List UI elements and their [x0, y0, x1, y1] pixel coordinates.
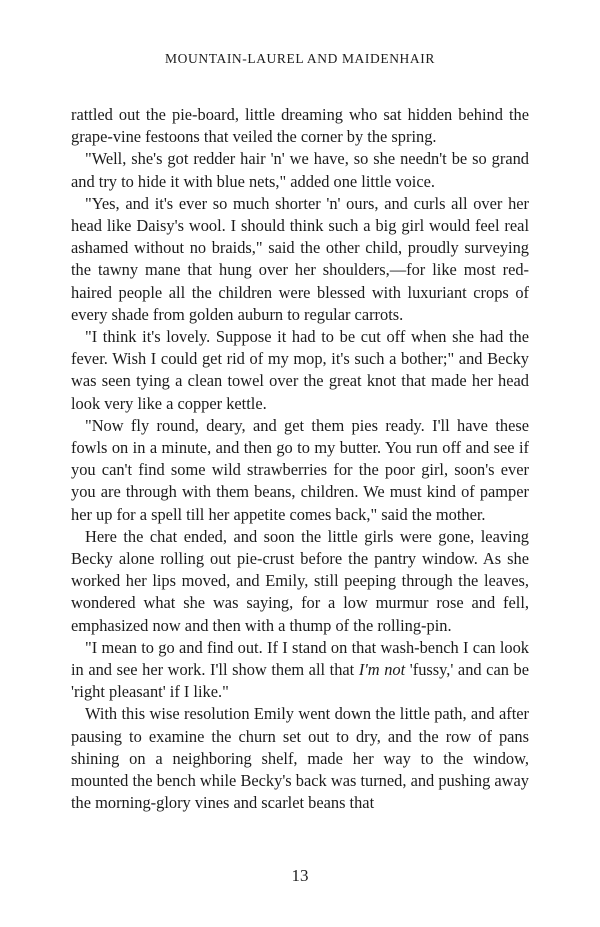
running-head: MOUNTAIN-LAUREL AND MAIDENHAIR: [165, 51, 435, 66]
paragraph: With this wise resolution Emily went down the little path, and after pausing to examine the churn set out to dry, and the row of pans shining on a neighboring shelf, made her way to the window, mounted the bench while Becky's back was turned, and pushing away the morning-glory vines and scarlet beans that: [71, 704, 529, 813]
paragraph: "Well, she's got redder hair 'n' we have, so she needn't be so grand and try to hide it with blue nets," added one little voice.: [71, 149, 529, 191]
emphasis: not: [384, 660, 406, 680]
emphasis: I'm: [358, 660, 380, 680]
page-number: 13: [291, 866, 309, 885]
body-text: [71, 104, 529, 815]
paragraph: "Now fly round, deary, and get them pies ready. I'll have these fowls on in a minute, and then go to my butter. You run off and see if you can't find some wild strawberries for the poor girl, soon's ever you are through with them beans, children. We must kind of pamper her up for a spell till her appetite comes back," said the mother.: [71, 415, 529, 524]
paragraph: rattled out the pie-board, little dreaming who sat hidden behind the grape-vine festoons that veiled the corner by the spring.: [71, 105, 529, 147]
paragraph-text: 'fussy,' and can be 'right pleasant' if I like.": [71, 660, 529, 702]
paragraph: "I think it's lovely. Suppose it had to be cut off when she had the fever. Wish I could get rid of my mop, it's such a bother;" and Becky was seen tying a clean towel over the great knot that made her head look very like a copper kettle.: [71, 327, 529, 413]
paragraph-text: "I mean to go and find out. If I stand on that wash-bench I can look in and see her work. I'll show them all that: [71, 637, 529, 680]
paragraph: Here the chat ended, and soon the little girls were gone, leaving Becky alone rolling out pie-crust before the pantry window. As she worked her lips moved, and Emily, still peeping through the leaves, wondered what she was saying, for a low murmur rose and fell, emphasized now and then with a thump of the rolling-pin.: [71, 526, 529, 635]
paragraph: "Yes, and it's ever so much shorter 'n' ours, and curls all over her head like Daisy's wool. I should think such a big girl would feel real ashamed without no braids," said the other child, proudly surveying the tawny mane that hung over her shoulders,—for like most red-haired people all the children were blessed with luxuriant crops of every shade from golden auburn to regular carrots.: [71, 193, 529, 324]
paragraph: [71, 637, 529, 704]
